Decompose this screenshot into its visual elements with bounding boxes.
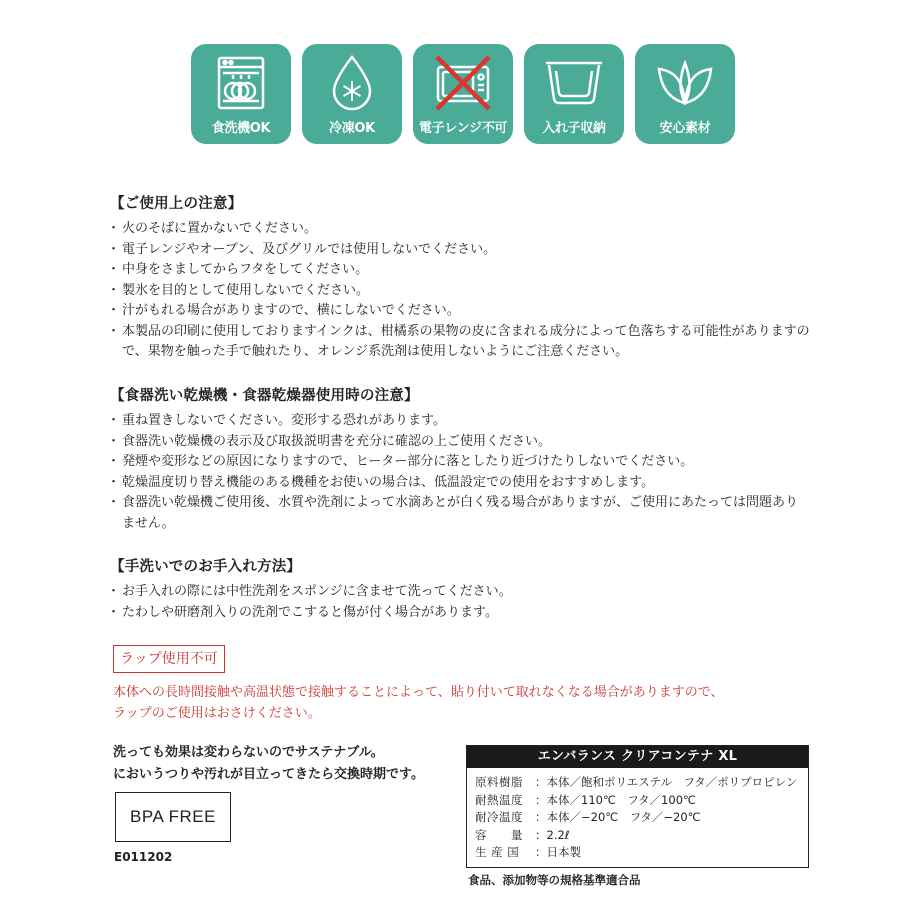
list-item: ・ 食器洗い乾燥機の表示及び取扱説明書を充分に確認の上ご使用ください。 [110,432,810,453]
hand-wash-list [110,582,810,623]
spec-value: 2.2ℓ [546,827,570,842]
dishwasher-notes-list [110,411,810,534]
list-item: ・ お手入れの際には中性洗剤をスポンジに含ませて洗ってください。 [110,582,810,603]
spec-row [475,809,800,827]
feature-nesting [524,44,624,144]
spec-colon: ： [535,775,547,789]
spec-label: 原料樹脂 [475,775,523,789]
wrap-prohibited-badge: ラップ使用不可 [113,645,225,673]
sustainability-note [113,742,424,786]
feature-no-microwave [413,44,513,144]
wrap-warning-line: ラップのご使用はおさけください。 [113,706,321,721]
microwave-prohibited-icon [433,53,493,113]
list-item: ・ 火のそばに置かないでください。 [110,219,810,240]
feature-safe-material [635,44,735,144]
bpa-free-badge: BPA FREE [115,792,231,842]
spec-value: 本体／110℃ フタ／100℃ [546,792,696,807]
spec-table [466,745,809,868]
feature-label: 安心素材 [659,121,711,136]
list-item: ・ 中身をさましてからフタをしてください。 [110,260,810,281]
spec-colon: ： [535,792,547,807]
list-item: ・ 本製品の印刷に使用しておりますインクは、柑橘系の果物の皮に含まれる成分によって色落ちする可能性がありますので、果物を触った手で触れたり、オレンジ系洗剤は使用しないようにご注意ください。 [110,322,810,363]
list-item: ・ 乾燥温度切り替え機能のある機種をお使いの場合は、低温設定での使用をおすすめします。 [110,473,810,494]
usage-notes-list [110,219,810,363]
freezer-icon [322,53,382,113]
product-code: E011202 [114,850,173,864]
dishwasher-icon [211,53,271,113]
spec-value: 本体／−20℃ フタ／−20℃ [546,810,701,824]
spec-colon: ： [535,827,547,842]
feature-icons [191,44,735,144]
wrap-warning-text [113,682,813,724]
spec-label: 耐熱温度 [475,792,523,807]
spec-row [475,844,800,862]
hand-wash-section [110,555,810,623]
spec-row [475,774,800,792]
spec-colon: ： [535,845,547,859]
list-item: ・ 製氷を目的として使用しないでください。 [110,281,810,302]
spec-rows [467,768,808,862]
safe-material-icon [655,53,715,113]
wrap-warning-line: 本体への長時間接触や高温状態で接触することによって、貼り付いて取れなくなる場合がありますので、 [113,685,724,700]
spec-colon: ： [535,810,547,824]
feature-dishwasher [191,44,291,144]
sustainability-line: においうつりや汚れが目立ってきたら交換時期です。 [113,767,424,782]
list-item: ・ 食器洗い乾燥機ご使用後、水質や洗剤によって水滴あとが白く残る場合がありますが、ご使用にあたっては問題ありません。 [110,493,810,534]
spec-label: 耐冷温度 [475,810,523,824]
usage-notes-section [110,192,810,363]
spec-value: 日本製 [546,845,581,859]
list-item: ・ たわしや研磨剤入りの洗剤でこすると傷が付く場合があります。 [110,603,810,624]
feature-label: 電子レンジ不可 [418,121,508,136]
feature-label: 食洗機OK [211,121,271,136]
spec-label: 容 量 [475,827,523,842]
spec-label: 生 産 国 [475,845,520,859]
dishwasher-notes-section [110,384,810,534]
section-title: 【食器洗い乾燥機・食器乾燥器使用時の注意】 [110,388,419,404]
feature-freezer [302,44,402,144]
section-title: 【ご使用上の注意】 [110,196,243,212]
list-item: ・ 重ね置きしないでください。変形する恐れがあります。 [110,411,810,432]
food-standard-note: 食品、添加物等の規格基準適合品 [468,873,641,887]
spec-row [475,827,800,845]
list-item: ・ 発煙や変形などの原因になりますので、ヒーター部分に落としたり近づけたりしないでください。 [110,452,810,473]
spec-title: エンバランス クリアコンテナ XL [467,746,808,768]
feature-label: 冷凍OK [329,121,375,136]
list-item: ・ 汁がもれる場合がありますので、横にしないでください。 [110,301,810,322]
nesting-storage-icon [544,53,604,113]
spec-value: 本体／飽和ポリエステル フタ／ポリプロピレン [546,775,798,789]
spec-row [475,792,800,810]
section-title: 【手洗いでのお手入れ方法】 [110,559,302,575]
sustainability-line: 洗っても効果は変わらないのでサステナブル。 [113,745,384,760]
feature-label: 入れ子収納 [542,121,606,136]
list-item: ・ 電子レンジやオーブン、及びグリルでは使用しないでください。 [110,240,810,261]
